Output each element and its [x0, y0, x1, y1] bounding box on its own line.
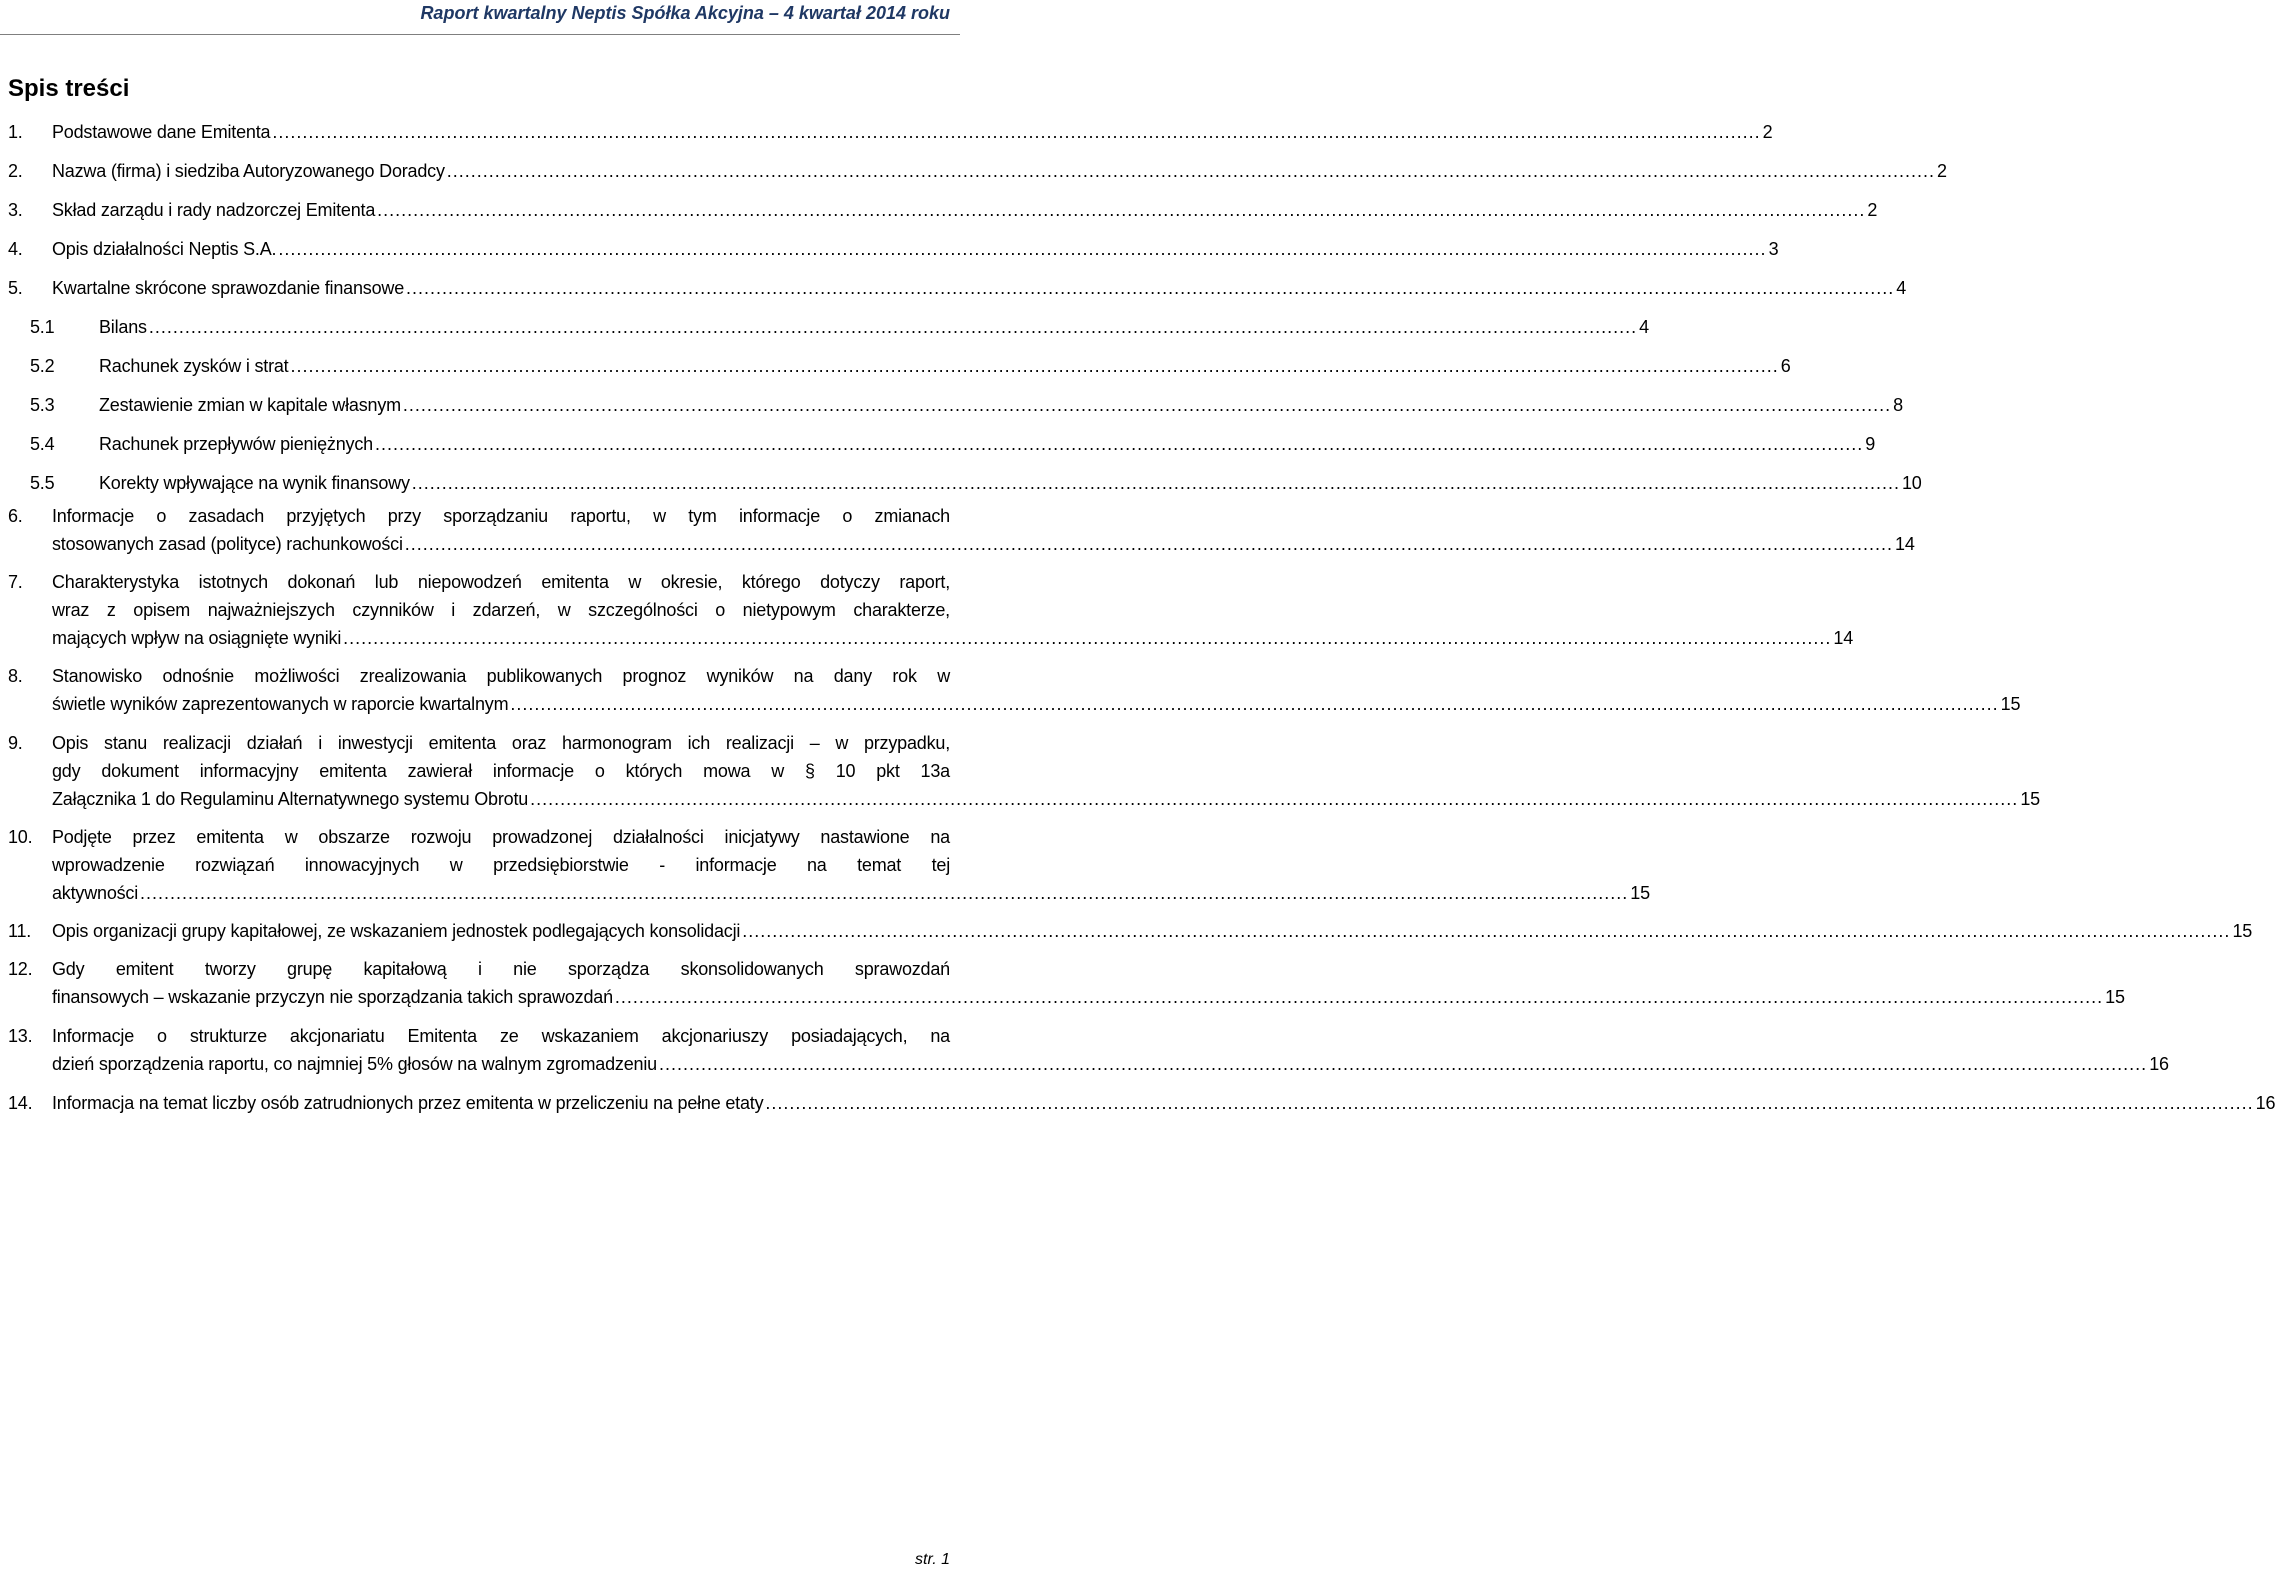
toc-entry-body: [52, 118, 1773, 146]
toc-entry[interactable]: [8, 917, 2253, 945]
toc-entry-number: 12.: [8, 959, 33, 979]
dot-leader: [272, 118, 1760, 146]
toc-entry-title-line: Gdy emitent tworzy grupę kapitałową i nie sporządza skonsolidowanych sprawozdań: [52, 959, 950, 979]
toc-entry[interactable]: [8, 1022, 2169, 1078]
toc-entry-page: 2: [1867, 200, 1878, 220]
toc-entry-number: 5.3: [30, 395, 55, 415]
toc-entry-body: [52, 1022, 2169, 1078]
toc-entry-title: stosowanych zasad (polityce) rachunkowości: [52, 534, 403, 554]
toc-entry-title: Korekty wpływające na wynik finansowy: [99, 473, 410, 493]
toc-entry-last-line: [52, 530, 1915, 558]
toc-entry-title: finansowych – wskazanie przyczyn nie sporządzania takich sprawozdań: [52, 987, 613, 1007]
toc-entry[interactable]: [8, 196, 1878, 224]
toc-entry-body: [52, 729, 2040, 813]
toc-entry-last-line: [52, 624, 1854, 652]
toc-entry-last-line: [52, 235, 1779, 263]
toc-entry-page: 16: [2255, 1093, 2275, 1113]
toc-entry[interactable]: [8, 235, 1779, 263]
toc-entry-page: 10: [1902, 473, 1922, 493]
toc-entry-body: [99, 430, 1876, 458]
toc-entry-page: 14: [1833, 628, 1854, 648]
toc-entry-body: [52, 1089, 2275, 1117]
toc-entry-last-line: [52, 1089, 2275, 1117]
dot-leader: [403, 391, 1891, 419]
toc-entry-last-line: [52, 196, 1878, 224]
toc-entry-title-line: Podjęte przez emitenta w obszarze rozwoju prowadzonej działalności inicjatywy nastawione na: [52, 827, 950, 847]
dot-leader: [377, 196, 1865, 224]
toc-entry-page: 8: [1893, 395, 1903, 415]
toc-entry-last-line: [52, 118, 1773, 146]
toc-entry-page: 2: [1762, 122, 1773, 142]
dot-leader: [412, 469, 1900, 497]
toc-entry-number: 5.4: [30, 434, 55, 454]
toc-entry-last-line: [52, 785, 2040, 813]
toc-entry-title: Załącznika 1 do Regulaminu Alternatywnego systemu Obrotu: [52, 789, 529, 809]
dot-leader: [140, 879, 1628, 907]
toc-entry-page: 3: [1768, 239, 1779, 259]
toc-entry-last-line: [99, 469, 1922, 497]
toc-entry-body: [99, 391, 1903, 419]
dot-leader: [447, 157, 1935, 185]
toc-entry-body: [52, 235, 1779, 263]
toc-entry-last-line: [99, 430, 1876, 458]
dot-leader: [343, 624, 1831, 652]
toc-entry-page: 15: [1630, 883, 1650, 903]
toc-entry[interactable]: [8, 823, 1650, 907]
toc-entry[interactable]: [8, 1089, 2275, 1117]
toc-entry-body: [99, 469, 1922, 497]
toc-entry-page: 9: [1865, 434, 1876, 454]
toc-entry-number: 7.: [8, 572, 23, 592]
dot-leader: [510, 690, 1998, 718]
report-header-title: Raport kwartalny Neptis Spółka Akcyjna – 4 kwartał 2014 roku: [420, 3, 950, 23]
dot-leader: [530, 785, 2018, 813]
toc-entry-number: 1.: [8, 122, 23, 142]
header-divider: [0, 34, 960, 35]
toc-entry-page: 2: [1937, 161, 1947, 181]
toc-entry-body: [52, 274, 1907, 302]
toc-entry-page: 16: [2149, 1054, 2169, 1074]
toc-entry-body: [99, 313, 1649, 341]
toc-entry-number: 9.: [8, 733, 23, 753]
toc-entry[interactable]: [8, 469, 1922, 497]
toc-entry[interactable]: [8, 430, 1876, 458]
toc-entry-title-line: wraz z opisem najważniejszych czynników i zdarzeń, w szczególności o nietypowym charakterze,: [52, 600, 950, 620]
toc-entry[interactable]: [8, 274, 1907, 302]
toc-entry-title: aktywności: [52, 883, 139, 903]
toc-entry-title: Nazwa (firma) i siedziba Autoryzowanego Doradcy: [52, 161, 445, 181]
toc-entry-title: mających wpływ na osiągnięte wyniki: [52, 628, 342, 648]
toc-entry-title-line: Opis stanu realizacji działań i inwestycji emitenta oraz harmonogram ich realizacji – w przypadku,: [52, 733, 950, 753]
toc-entry-page: 15: [2232, 921, 2253, 941]
dot-leader: [406, 274, 1894, 302]
toc-entry[interactable]: [8, 391, 1903, 419]
dot-leader: [615, 983, 2103, 1011]
toc-entry-last-line: [52, 983, 2125, 1011]
toc-entry-title: Skład zarządu i rady nadzorczej Emitenta: [52, 200, 376, 220]
toc-entry-number: 13.: [8, 1026, 33, 1046]
toc-entry-number: 4.: [8, 239, 23, 259]
dot-leader: [405, 530, 1893, 558]
toc-entry-page: 15: [2020, 789, 2040, 809]
dot-leader: [278, 235, 1766, 263]
toc-entry-body: [52, 662, 2021, 718]
dot-leader: [290, 352, 1778, 380]
toc-entry-title-line: Informacje o strukturze akcjonariatu Emitenta ze wskazaniem akcjonariuszy posiadających, na: [52, 1026, 950, 1046]
toc-entry-title: Kwartalne skrócone sprawozdanie finansowe: [52, 278, 405, 298]
toc-entry-number: 8.: [8, 666, 23, 686]
toc-entry-number: 5.1: [30, 317, 55, 337]
toc-entry-title: Podstawowe dane Emitenta: [52, 122, 271, 142]
toc-entry[interactable]: [8, 313, 1649, 341]
toc-entry-title: świetle wyników zaprezentowanych w raporcie kwartalnym: [52, 694, 509, 714]
dot-leader: [765, 1089, 2253, 1117]
toc-entry-body: [52, 955, 2125, 1011]
toc-entry[interactable]: [8, 568, 1854, 652]
toc-entry-title-line: Stanowisko odnośnie możliwości zrealizowania publikowanych prognoz wyników na dany rok w: [52, 666, 950, 686]
toc-entry-title: Rachunek zysków i strat: [99, 356, 289, 376]
toc-heading: Spis treści: [8, 75, 130, 102]
toc-entry[interactable]: [8, 118, 1773, 146]
toc-entry-body: [52, 917, 2253, 945]
toc-entry-title: dzień sporządzenia raportu, co najmniej 5% głosów na walnym zgromadzeniu: [52, 1054, 657, 1074]
toc-entry-title: Opis działalności Neptis S.A.: [52, 239, 277, 259]
toc-entry[interactable]: [8, 955, 2125, 1011]
dot-leader: [149, 313, 1637, 341]
toc-entry[interactable]: [8, 502, 1915, 558]
dot-leader: [742, 917, 2230, 945]
toc-entry-title-line: wprowadzenie rozwiązań innowacyjnych w przedsiębiorstwie - informacje na temat tej: [52, 855, 950, 875]
toc-entry-title-line: gdy dokument informacyjny emitenta zawierał informacje o których mowa w § 10 pkt 13a: [52, 761, 950, 781]
dot-leader: [375, 430, 1863, 458]
toc-entry-title-line: Charakterystyka istotnych dokonań lub niepowodzeń emitenta w okresie, którego dotyczy raport,: [52, 572, 950, 592]
toc-entry-title: Opis organizacji grupy kapitałowej, ze wskazaniem jednostek podlegających konsolidacji: [52, 921, 741, 941]
toc-entry-last-line: [52, 274, 1907, 302]
toc-entry-title: Rachunek przepływów pieniężnych: [99, 434, 373, 454]
toc-entry[interactable]: [8, 662, 2021, 718]
toc-entry-page: 15: [2105, 987, 2125, 1007]
toc-entry-last-line: [99, 313, 1649, 341]
toc-entry-page: 14: [1895, 534, 1915, 554]
toc-entry-last-line: [99, 352, 1791, 380]
toc-entry-title-line: Informacje o zasadach przyjętych przy sporządzaniu raportu, w tym informacje o zmianach: [52, 506, 950, 526]
page-number: str. 1: [915, 1551, 950, 1568]
toc-entry-last-line: [52, 690, 2021, 718]
toc-entry-title: Bilans: [99, 317, 147, 337]
toc-entry-number: 5.5: [30, 473, 55, 493]
toc-entry-number: 5.2: [30, 356, 55, 376]
toc-entry-body: [52, 502, 1915, 558]
toc-entry-number: 6.: [8, 506, 23, 526]
toc-entry-number: 2.: [8, 161, 23, 181]
toc-entry-last-line: [52, 917, 2253, 945]
toc-entry-number: 10.: [8, 827, 33, 847]
toc-entry[interactable]: [8, 729, 2040, 813]
dot-leader: [659, 1050, 2147, 1078]
toc-entry-number: 14.: [8, 1093, 33, 1113]
toc-entry-page: 4: [1896, 278, 1907, 298]
toc-entry-number: 11.: [8, 921, 32, 941]
toc-entry[interactable]: [8, 352, 1791, 380]
toc-entry-page: 15: [2000, 694, 2021, 714]
toc-entry-body: [52, 157, 1947, 185]
toc-entry-last-line: [52, 1050, 2169, 1078]
toc-entry-page: 6: [1780, 356, 1791, 376]
toc-entry-body: [52, 568, 1854, 652]
toc-entry-body: [52, 823, 1650, 907]
toc-entry-body: [99, 352, 1791, 380]
toc-entry-page: 4: [1639, 317, 1649, 337]
toc-entry-number: 5.: [8, 278, 23, 298]
toc-entry-number: 3.: [8, 200, 23, 220]
toc-entry-last-line: [52, 879, 1650, 907]
toc-entry-body: [52, 196, 1878, 224]
toc-entry-last-line: [52, 157, 1947, 185]
toc-entry[interactable]: [8, 157, 1947, 185]
toc-entry-title: Informacja na temat liczby osób zatrudnionych przez emitenta w przeliczeniu na pełne etaty: [52, 1093, 764, 1113]
toc-entry-title: Zestawienie zmian w kapitale własnym: [99, 395, 401, 415]
toc-entry-last-line: [99, 391, 1903, 419]
